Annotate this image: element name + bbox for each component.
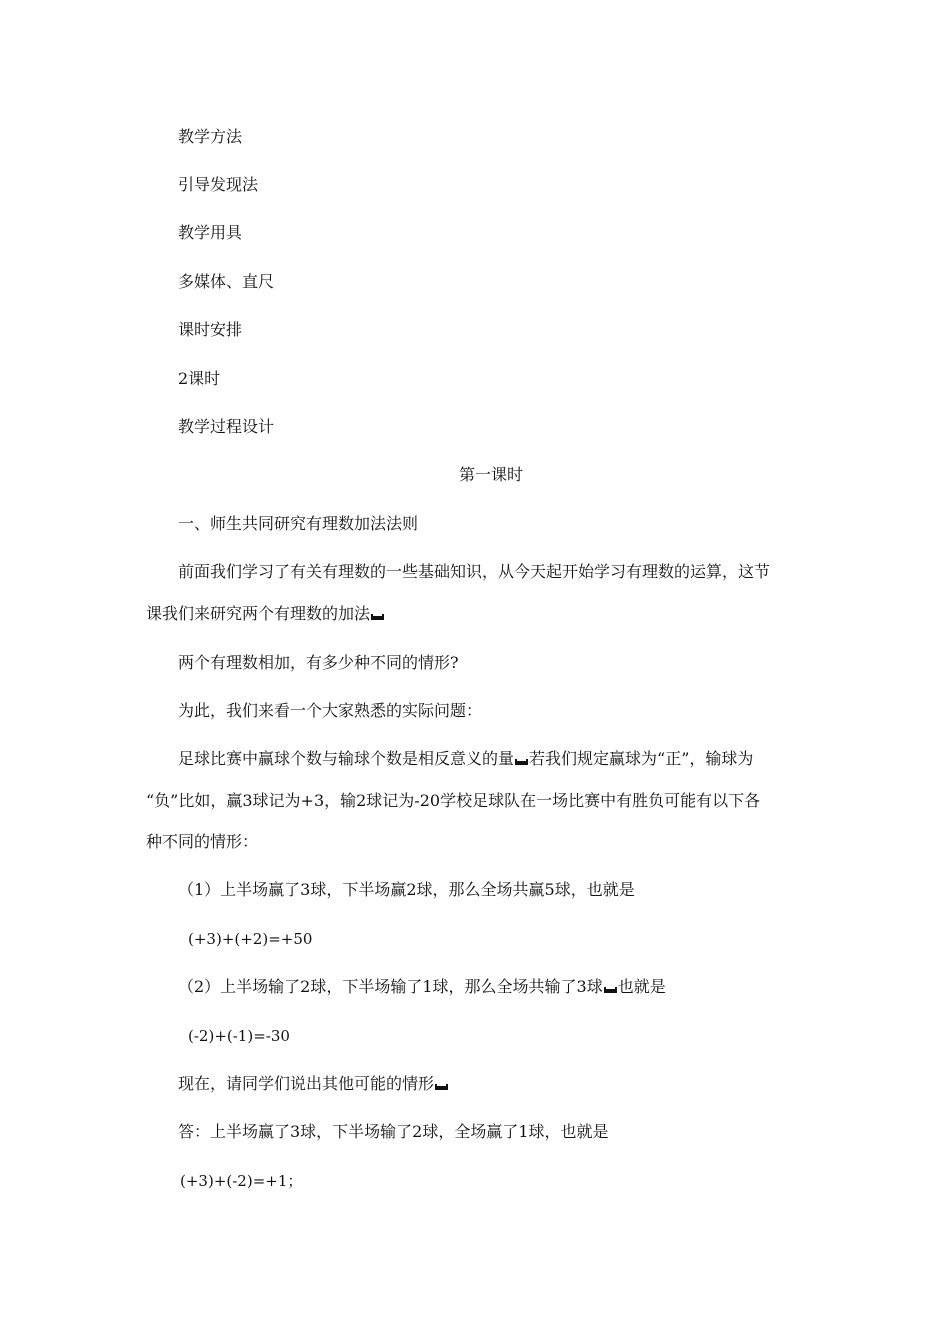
placeholder-mark [435, 1084, 448, 1090]
equation-1: (+3)+(+2)=+50 [188, 930, 313, 948]
heading-teaching-tools: 教学用具 [178, 223, 243, 242]
intro-paragraph-text: 课我们来研究两个有理数的加法 [146, 604, 371, 623]
heading-teaching-process: 教学过程设计 [178, 417, 275, 436]
section-heading: 一、师生共同研究有理数加法法则 [178, 514, 419, 533]
prompt-paragraph [178, 1073, 449, 1095]
heading-teaching-method: 教学方法 [178, 127, 243, 146]
intro-paragraph-line-1: 前面我们学习了有关有理数的一些基础知识，从今天起开始学习有理数的运算，这节 [178, 562, 771, 581]
prompt-text: 现在，请同学们说出其他可能的情形 [178, 1074, 435, 1093]
heading-class-schedule: 课时安排 [178, 320, 243, 339]
equation-2: (-2)+(-1)=-30 [188, 1027, 290, 1045]
problem-text-b: 若我们规定赢球为“正”，输球为 [529, 749, 754, 768]
answer-paragraph: 答：上半场赢了3球，下半场输了2球，全场赢了1球，也就是 [178, 1122, 609, 1141]
lead-paragraph: 为此，我们来看一个大家熟悉的实际问题： [178, 701, 483, 720]
equation-3: (+3)+(-2)=+1； [180, 1172, 303, 1190]
placeholder-mark [371, 614, 384, 620]
question-paragraph: 两个有理数相加，有多少种不同的情形? [178, 653, 459, 672]
teaching-tools-value: 多媒体、直尺 [178, 272, 275, 291]
problem-paragraph-line-3: 种不同的情形： [146, 832, 259, 851]
problem-paragraph-line-1 [178, 748, 753, 770]
intro-paragraph-line-2 [146, 603, 385, 625]
case-2-text-b: 也就是 [617, 977, 666, 996]
case-2-text-a: （2）上半场输了2球，下半场输了1球，那么全场共输了3球 [178, 977, 603, 996]
problem-text-a: 足球比赛中赢球个数与输球个数是相反意义的量 [178, 749, 515, 768]
case-2 [178, 976, 666, 998]
class-schedule-value: 2课时 [178, 369, 221, 388]
placeholder-mark [515, 759, 528, 765]
problem-paragraph-line-2: “负”比如，赢3球记为+3，输2球记为-20学校足球队在一场比赛中有胜负可能有以下各 [146, 791, 761, 810]
placeholder-mark [604, 987, 617, 993]
lesson-title: 第一课时 [458, 465, 523, 484]
teaching-method-value: 引导发现法 [178, 175, 259, 194]
case-1: （1）上半场赢了3球，下半场赢2球，那么全场共赢5球，也就是 [178, 880, 635, 899]
